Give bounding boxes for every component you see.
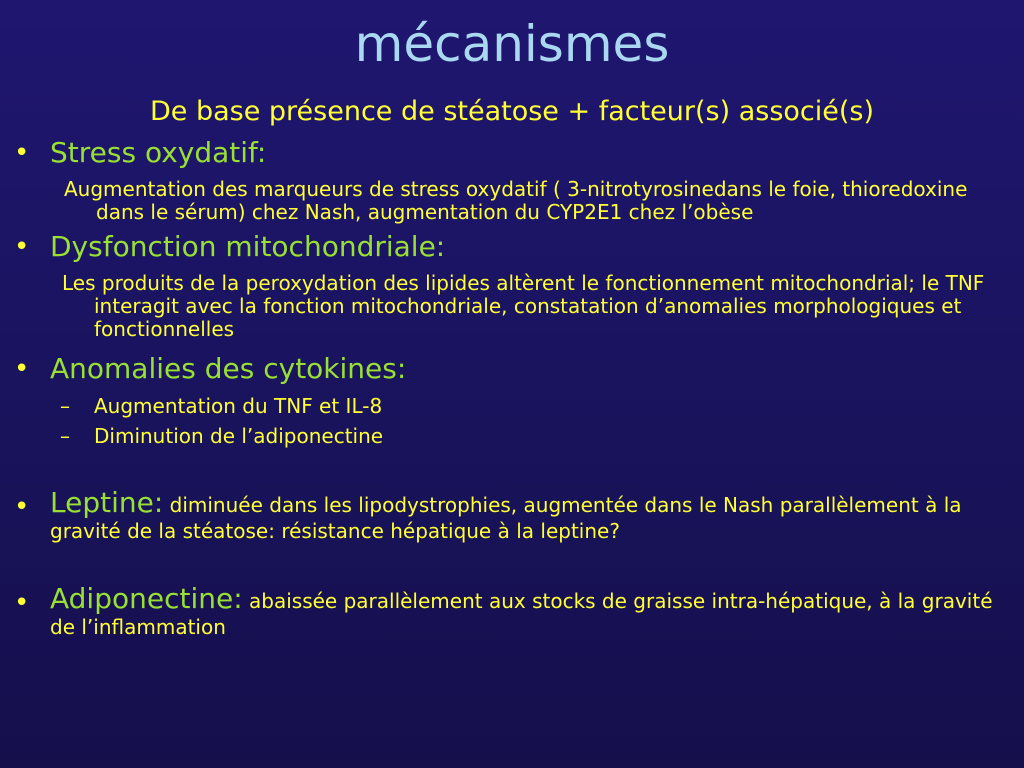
sub-item-label: Augmentation du TNF et IL-8	[94, 394, 383, 418]
detail-dysfonction-mitochondriale: Les produits de la peroxydation des lipides altèrent le fonctionnement mitochondrial; le TNF interagit avec la fonction mitochondriale, constatation d’anomalies morphologiques et fonctionnelles	[62, 271, 985, 341]
heading-leptine: Leptine:	[50, 486, 164, 519]
paragraph-leptine	[50, 486, 1022, 544]
text-adiponectine: abaissée parallèlement aux stocks de graisse intra-hépatique, à la gravité de l’inflammation	[50, 589, 993, 639]
heading-stress-oxydatif: Stress oxydatif:	[50, 136, 267, 169]
text-leptine: diminuée dans les lipodystrophies, augmentée dans le Nash parallèlement à la gravité de la stéatose: résistance hépatique à la leptine?	[50, 493, 962, 543]
sub-item-label: Diminution de l’adiponectine	[94, 424, 384, 448]
slide-subtitle: De base présence de stéatose + facteur(s) associé(s)	[149, 96, 875, 127]
bullet-marker: •	[14, 138, 30, 168]
sub-item-adiponectine	[60, 424, 383, 448]
detail-stress-oxydatif: Augmentation des marqueurs de stress oxydatif ( 3-nitrotyrosinedans le foie, thioredoxine dans le sérum) chez Nash, augmentation du CYP2E1 chez l’obèse	[64, 177, 968, 224]
heading-anomalies-cytokines: Anomalies des cytokines:	[50, 352, 407, 385]
slide-title: mécanismes	[354, 15, 670, 73]
heading-adiponectine: Adiponectine:	[50, 582, 243, 615]
heading-dysfonction-mitochondriale: Dysfonction mitochondriale:	[50, 230, 446, 263]
dash-marker: –	[60, 394, 70, 418]
bullet-marker: •	[14, 354, 30, 384]
bullet-marker: •	[14, 492, 30, 522]
paragraph-adiponectine	[50, 582, 1022, 640]
sub-item-tnf-il8	[60, 394, 382, 418]
bullet-marker: •	[14, 588, 30, 618]
bullet-marker: •	[14, 232, 30, 262]
dash-marker: –	[60, 424, 70, 448]
